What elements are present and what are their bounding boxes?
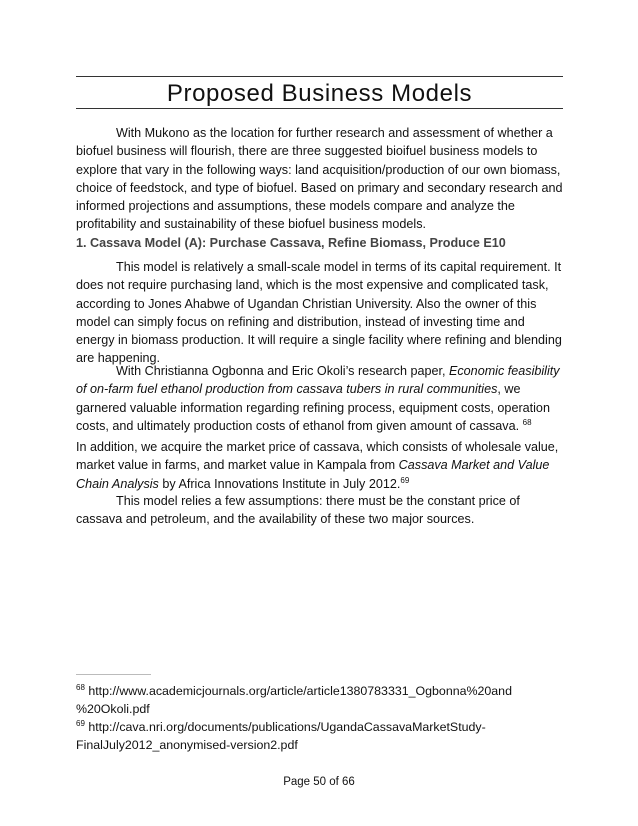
page-title: Proposed Business Models — [166, 80, 473, 107]
paragraph-2-text-cont: , we garnered valuable information regarding refining process, equipment costs, operation costs, and ultimately production costs of ethanol from given amount of cassava. — [76, 382, 550, 433]
page-number: Page 50 of 66 — [283, 776, 355, 788]
paragraph-3-citation-title: Cassava Market and Value Chain Analysis — [76, 458, 550, 491]
footnote-ref-68[interactable]: 68 — [522, 417, 532, 427]
footnote-ref-69[interactable]: 69 — [400, 475, 410, 485]
footnote-separator — [76, 674, 151, 675]
paragraph-3-text-cont: by Africa Innovations Institute in July 2012. — [158, 476, 401, 491]
paragraph-2-citation-title: Economic feasibility of on-farm fuel ethanol production from cassava tubers in rural communities — [76, 364, 560, 397]
footnote-69-link[interactable]: http://cava.nri.org/documents/publications/UgandaCassavaMarketStudy-FinalJuly2012_anonymised-version2.pdf — [76, 720, 486, 752]
paragraph-2 — [76, 362, 564, 435]
paragraph-2-text: With Christianna Ogbonna and Eric Okoli’s research paper, — [116, 364, 449, 378]
footnote-69 — [76, 718, 564, 754]
intro-paragraph: With Mukono as the location for further research and assessment of whether a biofuel business will flourish, there are three suggested bioifuel business models to explore that vary in the following ways: land acquisition/production of our own biomass, choice of feedstock, and type of biofuel. Based on primary and secondary research and informed projections and assumptions, these models compare and analyze the profitability and sustainability of these biofuel business models. — [76, 126, 563, 232]
paragraph-3 — [76, 438, 564, 493]
footnote-68-link[interactable]: http://www.academicjournals.org/article/article1380783331_Ogbonna%20and %20Okoli.pdf — [76, 684, 512, 716]
paragraph-4: This model relies a few assumptions: there must be the constant price of cassava and petroleum, and the availability of these two major sources. — [76, 494, 520, 527]
paragraph-3-text: In addition, we acquire the market price of cassava, which consists of wholesale value, market value in farms, and market value in Kampala from — [76, 440, 559, 473]
title-top-rule — [76, 76, 563, 77]
section-heading: 1. Cassava Model (A): Purchase Cassava, Refine Biomass, Produce E10 — [76, 236, 506, 250]
footnote-68-number: 68 — [76, 682, 85, 692]
paragraph-1: This model is relatively a small-scale model in terms of its capital requirement. It does not require purchasing land, which is the most expensive and complicated task, according to Jones Ahabwe of Ugandan Christian University. Also the owner of this model can simply focus on refining and distribution, instead of investing time and energy in biomass production. It will require a single facility where refining and blending are happening. — [76, 260, 562, 366]
title-bottom-rule — [76, 108, 563, 109]
footnote-69-number: 69 — [76, 718, 85, 728]
footnote-68 — [76, 682, 564, 718]
